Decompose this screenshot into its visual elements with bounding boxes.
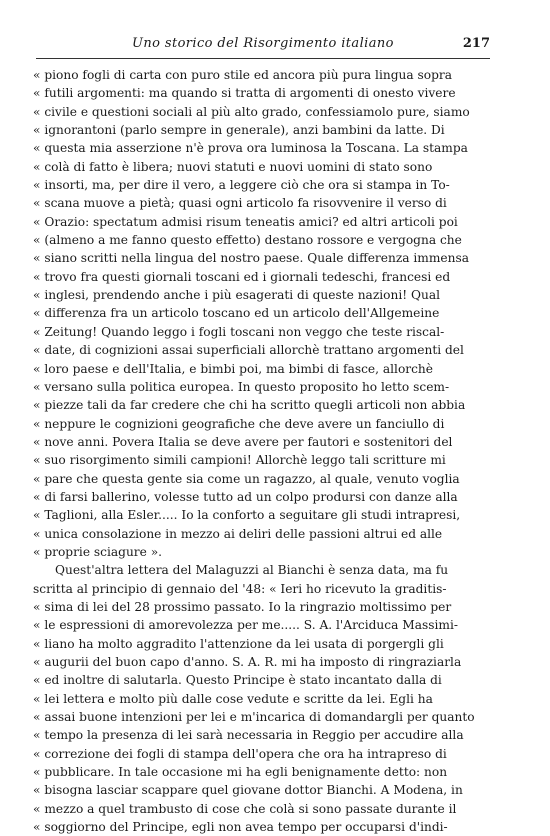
text-line: « pubblicare. In tale occasione mi ha egli benignamente detto: non — [33, 765, 448, 780]
text-line: « soggiorno del Principe, egli non avea tempo per occuparsi d'indi- — [33, 820, 448, 835]
text-line: « questa mia asserzione n'è prova ora luminosa la Toscana. La stampa — [33, 141, 468, 156]
text-line: scritta al principio di gennaio del '48: « Ieri ho ricevuto la graditis- — [33, 581, 447, 596]
text-line: « neppure le cognizioni geografiche che deve avere un fanciullo di — [33, 416, 445, 431]
text-line: « lei lettera e molto più dalle cose vedute e scritte da lei. Egli ha — [33, 691, 433, 706]
text-line: « versano sulla politica europea. In questo proposito ho letto scem- — [33, 379, 450, 394]
text-line: « piono fogli di carta con puro stile ed ancora più pura lingua sopra — [33, 68, 452, 82]
text-line: « nove anni. Povera Italia se deve avere per fautori e sostenitori del — [33, 434, 453, 449]
text-line: « liano ha molto aggradito l'attenzione da lei usata di porgergli gli — [33, 636, 444, 651]
text-line: « pare che questa gente sia come un ragazzo, al quale, venuto voglia — [33, 471, 460, 486]
text-line: « civile e questioni sociali al più alto grado, confessiamolo pure, siamo — [33, 104, 470, 119]
text-line: « ignorantoni (parlo sempre in generale), anzi bambini da latte. Di — [33, 123, 445, 138]
text-line: « suo risorgimento simili campioni! Allorchè leggo tali scritture mi — [33, 453, 446, 468]
running-title: Uno storico del Risorgimento italiano — [132, 36, 394, 51]
text-line: « assai buone intenzioni per lei e m'incarica di domandargli per quanto — [33, 710, 475, 725]
text-line: « (almeno a me fanno questo effetto) destano rossore e vergogna che — [33, 233, 462, 248]
text-line: « sima di lei del 28 prossimo passato. Io la ringrazio moltissimo per — [33, 599, 452, 614]
page-header — [36, 36, 490, 56]
text-line: « insorti, ma, per dire il vero, a leggere ciò che ora si stampa in To- — [33, 178, 450, 193]
text-line: « ed inoltre di salutarla. Questo Principe è stato incantato dalla di — [33, 673, 442, 688]
text-line: « di farsi ballerino, volesse tutto ad un colpo prodursi con danze alla — [33, 489, 458, 504]
text-line: « correzione dei fogli di stampa dell'opera che ora ha intrapreso di — [33, 746, 447, 761]
text-line: « bisogna lasciar scappare quel giovane dottor Bianchi. A Modena, in — [33, 783, 463, 798]
text-line: « scana muove a pietà; quasi ogni articolo fa risovvenire il verso di — [33, 196, 447, 211]
text-line: « unica consolazione in mezzo ai deliri delle passioni altrui ed alle — [33, 526, 443, 541]
text-line: « date, di cognizioni assai superficiali allorchè trattano argomenti del — [33, 343, 464, 358]
text-line: « Zeitung! Quando leggo i fogli toscani non veggo che teste riscal- — [33, 324, 445, 339]
page-number: 217 — [462, 36, 490, 51]
text-line: « mezzo a quel trambusto di cose che colà si sono passate durante il — [33, 801, 457, 816]
text-line: « trovo fra questi giornali toscani ed i giornali tedeschi, francesi ed — [33, 269, 451, 284]
header-rule — [36, 58, 490, 59]
text-line: « loro paese e dell'Italia, e bimbi poi, ma bimbi di fasce, allorchè — [33, 361, 433, 376]
text-line: « tempo la presenza di lei sarà necessaria in Reggio per accudire alla — [33, 728, 464, 743]
text-line: « inglesi, prendendo anche i più esagerati di queste nazioni! Qual — [33, 288, 441, 303]
text-line: « Orazio: spectatum admisi risum teneatis amici? ed altri articoli poi — [33, 214, 458, 229]
text-line: « proprie sciagure ». — [33, 544, 163, 559]
text-line: « Taglioni, alla Esler..... Io la conforto a seguitare gli studi intrapresi, — [33, 508, 461, 523]
text-line: « le espressioni di amorevolezza per me..... S. A. l'Arciduca Massimi- — [33, 618, 458, 633]
text-line: « futili argomenti: ma quando si tratta di argomenti di onesto vivere — [33, 86, 456, 101]
text-line: « differenza fra un articolo toscano ed un articolo dell'Allgemeine — [33, 306, 440, 321]
text-line: « piezze tali da far credere che chi ha scritto quegli articoli non abbia — [33, 398, 466, 413]
text-line: Quest'altra lettera del Malaguzzi al Bianchi è senza data, ma fu — [55, 563, 449, 578]
text-line: « siano scritti nella lingua del nostro paese. Quale differenza immensa — [33, 251, 469, 266]
body-text — [33, 66, 493, 836]
text-line: « augurii del buon capo d'anno. S. A. R. mi ha imposto di ringraziarla — [33, 655, 462, 669]
text-line: « colà di fatto è libera; nuovi statuti e nuovi uomini di stato sono — [33, 159, 433, 174]
